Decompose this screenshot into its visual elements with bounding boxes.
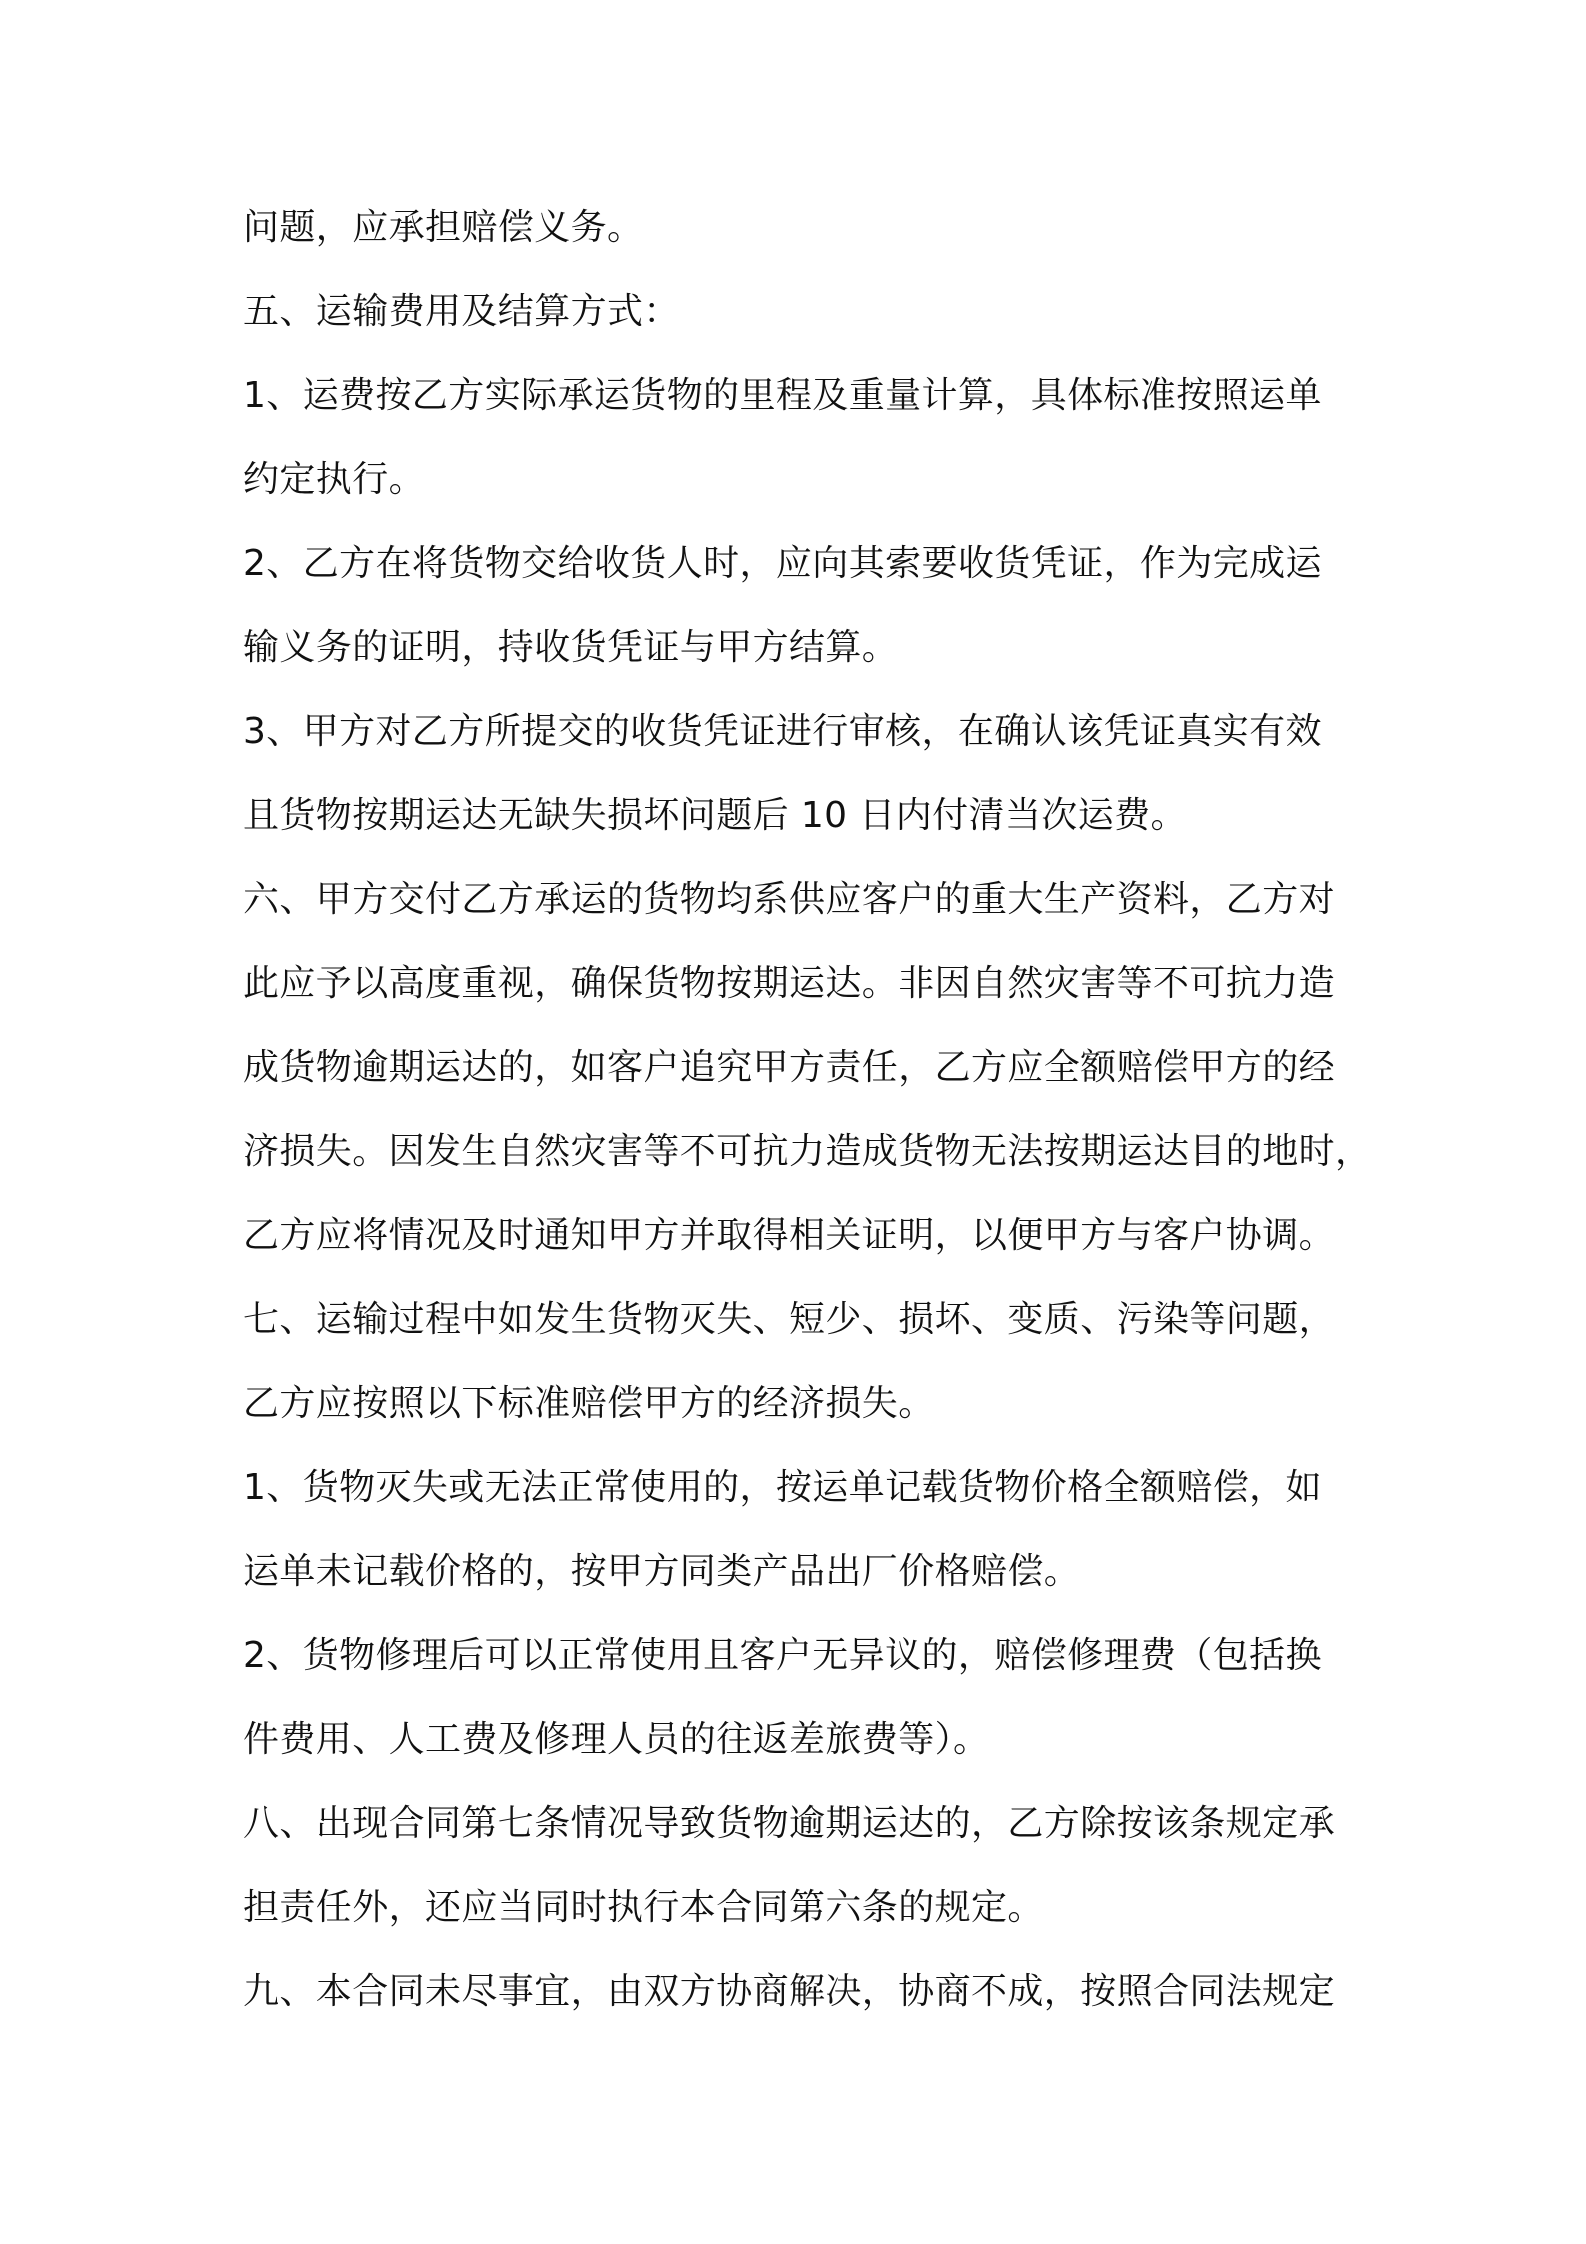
text-line: 七、运输过程中如发生货物灭失、短少、损坏、变质、污染等问题， [243, 1299, 1336, 1340]
text-line: 此应予以高度重视，确保货物按期运达。非因自然灾害等不可抗力造 [243, 963, 1336, 1004]
text-line: 乙方应将情况及时通知甲方并取得相关证明，以便甲方与客户协调。 [243, 1215, 1336, 1256]
text-line: 六、甲方交付乙方承运的货物均系供应客户的重大生产资料，乙方对 [243, 879, 1336, 920]
section-heading: 五、运输费用及结算方式： [243, 291, 680, 332]
text-line: 约定执行。 [243, 459, 426, 500]
text-line: 乙方应按照以下标准赔偿甲方的经济损失。 [243, 1383, 935, 1424]
text-line: 1、运费按乙方实际承运货物的里程及重量计算，具体标准按照运单 [243, 375, 1322, 416]
text-line: 成货物逾期运达的，如客户追究甲方责任，乙方应全额赔偿甲方的经 [243, 1047, 1336, 1088]
text-line: 输义务的证明，持收货凭证与甲方结算。 [243, 627, 899, 668]
text-line: 担责任外，还应当同时执行本合同第六条的规定。 [243, 1887, 1044, 1928]
text-line: 3、甲方对乙方所提交的收货凭证进行审核，在确认该凭证真实有效 [243, 711, 1322, 752]
text-line: 2、乙方在将货物交给收货人时，应向其索要收货凭证，作为完成运 [243, 543, 1322, 584]
text-line: 2、货物修理后可以正常使用且客户无异议的，赔偿修理费（包括换 [243, 1635, 1322, 1676]
text-line: 济损失。因发生自然灾害等不可抗力造成货物无法按期运达目的地时， [243, 1131, 1372, 1172]
text-line: 1、货物灭失或无法正常使用的，按运单记载货物价格全额赔偿，如 [243, 1467, 1322, 1508]
text-line: 且货物按期运达无缺失损坏问题后 10 日内付清当次运费。 [243, 795, 1187, 836]
text-line: 件费用、人工费及修理人员的往返差旅费等）。 [243, 1719, 990, 1760]
text-line: 运单未记载价格的，按甲方同类产品出厂价格赔偿。 [243, 1551, 1081, 1592]
text-line: 八、出现合同第七条情况导致货物逾期运达的，乙方除按该条规定承 [243, 1803, 1336, 1844]
text-line: 问题，应承担赔偿义务。 [243, 207, 644, 248]
text-line: 九、本合同未尽事宜，由双方协商解决，协商不成，按照合同法规定 [243, 1971, 1336, 2012]
